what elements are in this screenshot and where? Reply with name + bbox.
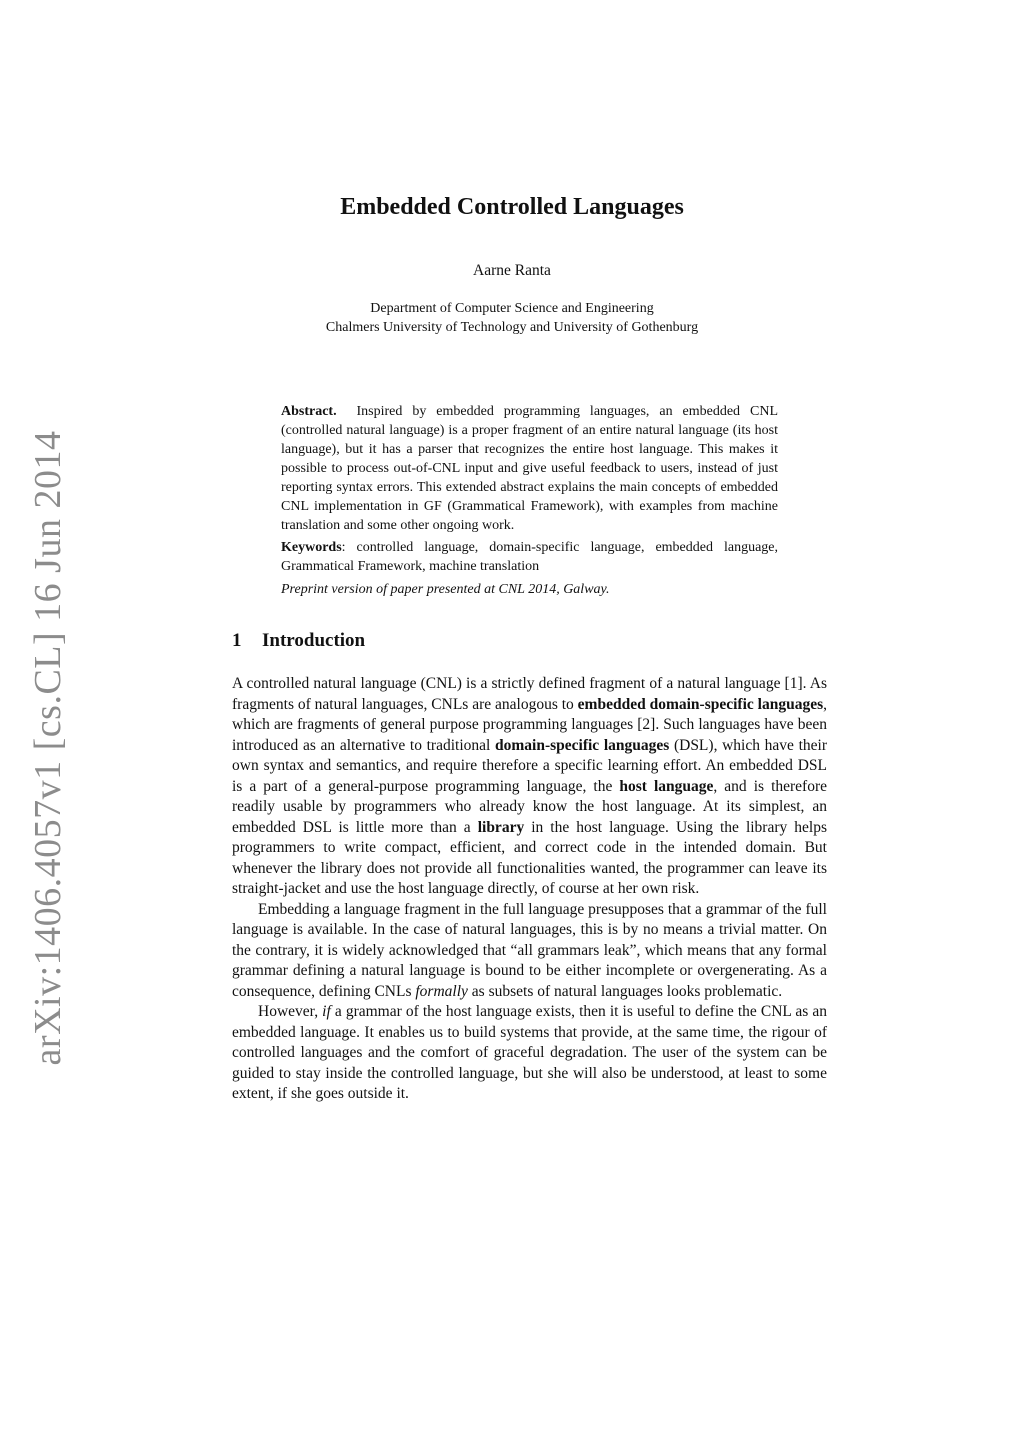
text-run: Embedding a language fragment in the full language presupposes that a grammar of the full language is available. In the case of natural languages, this is by no means a trivial matter. On the contrary, it is widely acknowledged that “all grammars leak”, which means that any formal grammar defining a natural language is bound to be either incomplete or overgenerating. As a consequence, defining CNLs [232, 900, 827, 1000]
section-heading [232, 630, 365, 652]
text-run: However, [258, 1003, 323, 1020]
abstract-text: Inspired by embedded programming languages, an embedded CNL (controlled natural language) is a proper fragment of an entire natural language (its host language), but it has a parser that recognizes the entire host language. This makes it possible to process out-of-CNL input and give useful feedback to users, instead of just reporting syntax errors. This extended abstract explains the main concepts of embedded CNL implementation in GF (Grammatical Framework), with examples from machine translation and some other ongoing work. [281, 404, 779, 533]
affiliation-department: Department of Computer Science and Engineering [370, 301, 654, 316]
text-run: a grammar of the host language exists, then it is useful to define the CNL as an embedded language. It enables us to build systems that provide, at the same time, the rigour of controlled languages and the comfort of graceful degradation. The user of the system can be guided to stay inside the controlled language, but she will also be understood, at least to some extent, if she goes outside it. [232, 1003, 828, 1102]
author-name: Aarne Ranta [473, 262, 551, 279]
term-dsl: domain-specific languages [494, 736, 670, 754]
section-number: 1 [232, 630, 242, 651]
term-host-language: host language [619, 777, 714, 795]
emphasis-formally: formally [415, 982, 468, 1000]
section-title: Introduction [262, 630, 366, 651]
text-run: as subsets of natural languages looks problematic. [467, 982, 783, 1000]
abstract-paragraph [281, 402, 778, 535]
paper-title: Embedded Controlled Languages [340, 194, 684, 220]
intro-paragraph-2 [232, 900, 827, 1003]
affiliation-block [0, 299, 1024, 337]
intro-paragraph-1 [232, 674, 827, 900]
term-embedded-dsl: embedded domain-specific languages [577, 695, 824, 713]
text-run: in the host language. Using the library helps programmers to write compact, efficient, and correct code in the intended domain. But whenever the library does not provide all functionalities wanted, the programmer can leave its straight-jacket and use the host language directly, of course at her own risk. [232, 818, 827, 897]
term-library: library [477, 818, 525, 836]
abstract-label: Abstract. [281, 404, 337, 419]
arxiv-identifier-stamp: arXiv:1406.4057v1 [cs.CL] 16 Jun 2014 [27, 430, 69, 1066]
text-run: (DSL), which have their own syntax and semantics, and require therefore a specific learning effort. An embedded DSL is a part of a general-purpose programming language, the [232, 736, 827, 795]
keywords-text: : controlled language, domain-specific language, embedded language, Grammatical Framework, machine translation [281, 540, 778, 574]
text-run: , which are fragments of general purpose programming languages [2]. Such languages have been introduced as an alternative to traditional [232, 695, 827, 754]
affiliation-university: Chalmers University of Technology and University of Gothenburg [325, 320, 699, 335]
abstract-block [281, 402, 778, 599]
emphasis-if: if [322, 1003, 331, 1020]
text-run: A controlled natural language (CNL) is a strictly defined fragment of a natural language [1]. As fragments of natural languages, CNLs are analogous to [232, 675, 827, 713]
keywords-paragraph [281, 538, 778, 576]
introduction-body [232, 674, 827, 1105]
preprint-note: Preprint version of paper presented at CNL 2014, Galway. [281, 582, 610, 597]
text-run: , and is therefore readily usable by programmers who already know the host language. At its simplest, an embedded DSL is little more than a [232, 777, 828, 836]
intro-paragraph-3 [232, 1002, 827, 1105]
keywords-label: Keywords [281, 540, 342, 555]
